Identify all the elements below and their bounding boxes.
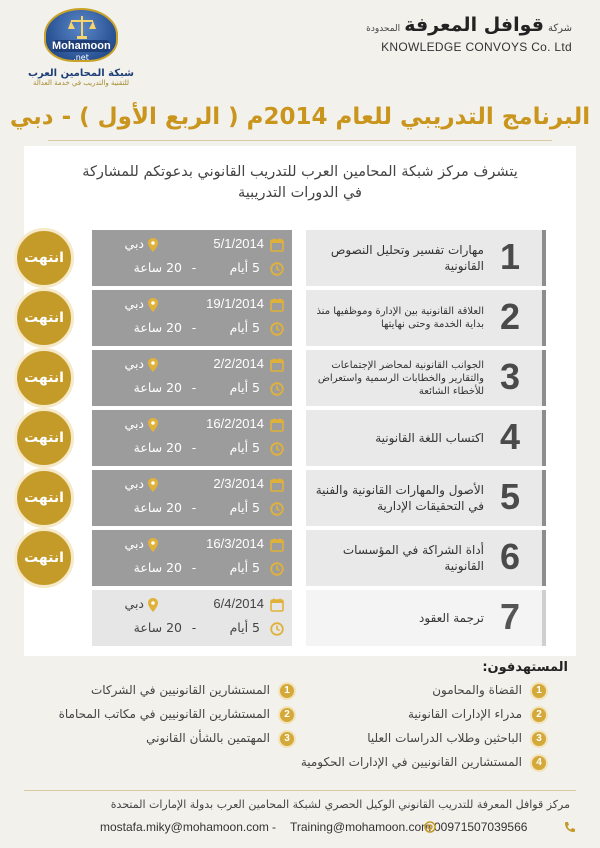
course-row bbox=[0, 410, 600, 466]
status-badge: انتهت bbox=[14, 288, 74, 348]
map-pin-icon bbox=[148, 538, 158, 552]
calendar-icon bbox=[270, 238, 284, 252]
audience-title: المستهدفون: bbox=[482, 660, 568, 675]
schedule-duration-line bbox=[92, 620, 292, 640]
course-hours: 20 ساعة bbox=[133, 620, 182, 635]
calendar-icon bbox=[270, 538, 284, 552]
course-date: 16/3/2014 bbox=[206, 536, 264, 551]
map-pin-icon bbox=[148, 298, 158, 312]
course-schedule bbox=[92, 410, 292, 466]
footer-divider bbox=[24, 790, 576, 791]
audience-number: 3 bbox=[278, 730, 296, 748]
intro-line-1: يتشرف مركز شبكة المحامين العرب للتدريب القانوني بدعوتكم للمشاركة bbox=[82, 164, 518, 180]
clock-icon bbox=[270, 562, 284, 576]
course-info bbox=[306, 530, 546, 586]
duration-separator: - bbox=[191, 500, 197, 515]
course-schedule bbox=[92, 590, 292, 646]
course-schedule bbox=[92, 290, 292, 346]
at-icon bbox=[424, 821, 436, 833]
course-hours: 20 ساعة bbox=[133, 560, 182, 575]
course-number: 2 bbox=[499, 296, 521, 337]
company-prefix: شركة bbox=[547, 23, 572, 34]
course-row bbox=[0, 530, 600, 586]
course-info bbox=[306, 470, 546, 526]
course-title: الأصول والمهارات القانونية والفنية في التحقيقات الإدارية bbox=[315, 483, 484, 513]
map-pin-icon bbox=[148, 238, 158, 252]
course-number: 1 bbox=[499, 236, 521, 277]
course-date: 5/1/2014 bbox=[213, 236, 264, 251]
logo-emblem bbox=[44, 8, 118, 62]
phone-icon bbox=[564, 821, 576, 833]
footer-text: مركز قوافل المعرفة للتدريب القانوني الوكيل الحصري لشبكة المحامين العرب بدولة الإمارات المتحدة bbox=[110, 798, 570, 811]
schedule-date-line bbox=[92, 416, 292, 436]
clock-icon bbox=[270, 382, 284, 396]
map-pin-icon bbox=[148, 358, 158, 372]
audience-text: الباحثين وطلاب الدراسات العليا bbox=[367, 731, 522, 745]
footer-separator: - bbox=[272, 820, 276, 834]
course-number: 4 bbox=[499, 416, 521, 457]
intro-text bbox=[24, 162, 576, 204]
course-date: 16/2/2014 bbox=[206, 416, 264, 431]
course-title: أداة الشراكة في المؤسسات القانونية bbox=[342, 543, 484, 573]
logo-net-text: .net bbox=[73, 53, 89, 62]
clock-icon bbox=[270, 442, 284, 456]
audience-item bbox=[298, 706, 548, 726]
course-number: 7 bbox=[499, 596, 521, 637]
schedule-date-line bbox=[92, 356, 292, 376]
course-city: دبي bbox=[124, 296, 144, 311]
course-days: 5 أيام bbox=[229, 260, 260, 275]
course-hours: 20 ساعة bbox=[133, 500, 182, 515]
email-training[interactable]: Training@mohamoon.com bbox=[290, 820, 432, 834]
audience-text: المستشارين القانونيين في الشركات bbox=[90, 683, 270, 697]
status-badge: انتهت bbox=[14, 408, 74, 468]
course-row bbox=[0, 470, 600, 526]
clock-icon bbox=[270, 502, 284, 516]
audience-text: المستشارين القانونيين في مكاتب المحاماة bbox=[58, 707, 270, 721]
schedule-duration-line bbox=[92, 500, 292, 520]
calendar-icon bbox=[270, 298, 284, 312]
calendar-icon bbox=[270, 478, 284, 492]
status-badge: انتهت bbox=[14, 528, 74, 588]
duration-separator: - bbox=[191, 560, 197, 575]
calendar-icon bbox=[270, 358, 284, 372]
course-row bbox=[0, 290, 600, 346]
audience-number: 1 bbox=[530, 682, 548, 700]
course-row bbox=[0, 230, 600, 286]
clock-icon bbox=[270, 322, 284, 336]
schedule-duration-line bbox=[92, 560, 292, 580]
company-suffix: المحدودة bbox=[366, 24, 401, 34]
course-hours: 20 ساعة bbox=[133, 380, 182, 395]
clock-icon bbox=[270, 622, 284, 636]
course-title: ترجمة العقود bbox=[419, 611, 484, 625]
audience-number: 4 bbox=[530, 754, 548, 772]
schedule-date-line bbox=[92, 596, 292, 616]
course-days: 5 أيام bbox=[229, 380, 260, 395]
course-days: 5 أيام bbox=[229, 320, 260, 335]
schedule-duration-line bbox=[92, 440, 292, 460]
audience-number: 2 bbox=[530, 706, 548, 724]
schedule-duration-line bbox=[92, 380, 292, 400]
schedule-date-line bbox=[92, 296, 292, 316]
schedule-duration-line bbox=[92, 320, 292, 340]
scales-icon bbox=[68, 14, 96, 40]
course-row bbox=[0, 350, 600, 406]
audience-item bbox=[298, 730, 548, 750]
duration-separator: - bbox=[191, 620, 197, 635]
course-city: دبي bbox=[124, 236, 144, 251]
course-city: دبي bbox=[124, 536, 144, 551]
audience-number: 3 bbox=[530, 730, 548, 748]
course-number: 6 bbox=[499, 536, 521, 577]
schedule-date-line bbox=[92, 236, 292, 256]
duration-separator: - bbox=[191, 260, 197, 275]
schedule-date-line bbox=[92, 476, 292, 496]
audience-item bbox=[56, 682, 296, 702]
company-english-name: KNOWLEDGE CONVOYS Co. Ltd bbox=[381, 40, 572, 54]
title-divider bbox=[48, 140, 552, 141]
logo-arabic-name: شبكة المحامين العرب bbox=[28, 68, 134, 79]
audience-text: مدراء الإدارات القانونية bbox=[407, 707, 522, 721]
logo-brand-text: Mohamoon bbox=[52, 40, 111, 52]
logo-arabic-tagline: للتقنية والتدريب في خدمة العدالة bbox=[32, 79, 130, 87]
course-schedule bbox=[92, 470, 292, 526]
page-title: البرنامج التدريبي للعام 2014م ( الربع الأول ) - دبي bbox=[9, 104, 591, 130]
course-city: دبي bbox=[124, 356, 144, 371]
course-schedule bbox=[92, 350, 292, 406]
schedule-date-line bbox=[92, 536, 292, 556]
course-info bbox=[306, 230, 546, 286]
schedule-duration-line bbox=[92, 260, 292, 280]
course-hours: 20 ساعة bbox=[133, 320, 182, 335]
audience-item bbox=[298, 682, 548, 702]
course-hours: 20 ساعة bbox=[133, 440, 182, 455]
course-date: 19/1/2014 bbox=[206, 296, 264, 311]
clock-icon bbox=[270, 262, 284, 276]
course-number: 3 bbox=[499, 356, 521, 397]
map-pin-icon bbox=[148, 598, 158, 612]
calendar-icon bbox=[270, 418, 284, 432]
intro-line-2: في الدورات التدريبية bbox=[238, 185, 362, 201]
course-number: 5 bbox=[499, 476, 521, 517]
course-title: اكتساب اللغة القانونية bbox=[375, 431, 484, 445]
course-info bbox=[306, 410, 546, 466]
audience-number: 1 bbox=[278, 682, 296, 700]
course-days: 5 أيام bbox=[229, 560, 260, 575]
company-name: قوافل المعرفة bbox=[404, 14, 544, 36]
calendar-icon bbox=[270, 598, 284, 612]
course-info bbox=[306, 590, 546, 646]
course-schedule bbox=[92, 230, 292, 286]
course-days: 5 أيام bbox=[229, 500, 260, 515]
duration-separator: - bbox=[191, 320, 197, 335]
course-days: 5 أيام bbox=[229, 440, 260, 455]
course-info bbox=[306, 350, 546, 406]
audience-item bbox=[56, 730, 296, 750]
mohamoon-logo bbox=[26, 8, 136, 98]
audience-item bbox=[298, 754, 548, 774]
email-mostafa[interactable]: mostafa.miky@mohamoon.com bbox=[100, 820, 269, 834]
map-pin-icon bbox=[148, 418, 158, 432]
status-badge: انتهت bbox=[14, 228, 74, 288]
company-logo bbox=[366, 14, 572, 54]
course-row bbox=[0, 590, 600, 646]
status-badge: انتهت bbox=[14, 468, 74, 528]
status-badge: انتهت bbox=[14, 348, 74, 408]
duration-separator: - bbox=[191, 380, 197, 395]
audience-item bbox=[56, 706, 296, 726]
company-arabic-name bbox=[366, 14, 572, 36]
course-city: دبي bbox=[124, 596, 144, 611]
audience-text: القضاة والمحامون bbox=[432, 683, 522, 697]
course-date: 2/2/2014 bbox=[213, 356, 264, 371]
course-city: دبي bbox=[124, 476, 144, 491]
course-title: الجوانب القانونية لمحاضر الإجتماعات والتقارير والخطابات الرسمية واستعراض للأخطاء الشائعة bbox=[317, 359, 484, 397]
audience-text: المهتمين بالشأن القانوني bbox=[146, 731, 270, 745]
course-title: مهارات تفسير وتحليل النصوص القانونية bbox=[330, 243, 484, 273]
course-date: 6/4/2014 bbox=[213, 596, 264, 611]
course-days: 5 أيام bbox=[229, 620, 260, 635]
course-date: 2/3/2014 bbox=[213, 476, 264, 491]
audience-text: المستشارين القانونيين في الإدارات الحكومية bbox=[300, 755, 522, 769]
course-hours: 20 ساعة bbox=[133, 260, 182, 275]
phone-number[interactable]: 00971507039566 bbox=[434, 820, 528, 834]
audience-number: 2 bbox=[278, 706, 296, 724]
duration-separator: - bbox=[191, 440, 197, 455]
course-info bbox=[306, 290, 546, 346]
course-schedule bbox=[92, 530, 292, 586]
course-city: دبي bbox=[124, 416, 144, 431]
map-pin-icon bbox=[148, 478, 158, 492]
course-title: العلاقة القانونية بين الإدارة وموظفيها منذ بداية الخدمة وحتى نهايتها bbox=[316, 306, 484, 330]
